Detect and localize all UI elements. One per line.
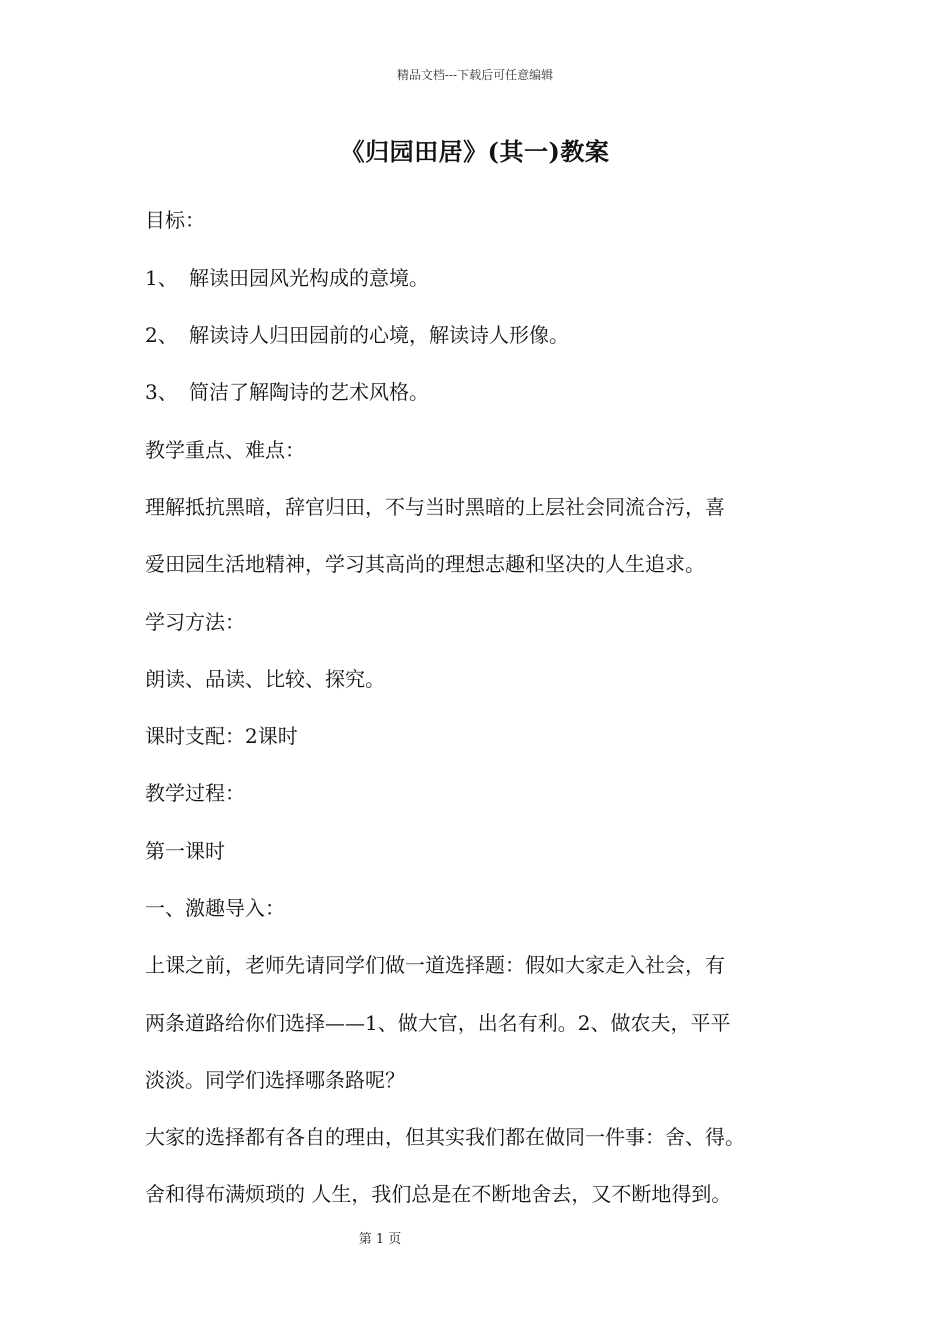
- goal-text: 解读田园风光构成的意境。: [189, 266, 429, 290]
- intro-paragraph-line: 两条道路给你们选择——1、做大官，出名有利。2、做农夫，平平: [145, 1011, 731, 1035]
- key-points-heading: 教学重点、难点：: [145, 438, 305, 462]
- page-header: 精品文档---下载后可任意编辑: [396, 68, 554, 82]
- page-number: 第 1 页: [358, 1232, 402, 1247]
- process-heading: 教学过程：: [145, 781, 245, 805]
- key-points-text: 理解抵抗黑暗，辞官归田，不与当时黑暗的上层社会同流合污，喜: [145, 495, 725, 519]
- goals-heading: 目标：: [145, 208, 205, 232]
- section-heading: 一、激趣导入：: [145, 896, 285, 920]
- goal-number: 3、: [145, 380, 178, 404]
- goal-number: 2、: [145, 323, 178, 347]
- methods-heading: 学习方法：: [145, 610, 245, 634]
- goal-text: 简洁了解陶诗的艺术风格。: [189, 380, 429, 404]
- body-paragraph-line: 舍和得布满烦琐的 人生，我们总是在不断地舍去，又不断地得到。: [145, 1182, 732, 1206]
- body-paragraph-line: 大家的选择都有各自的理由，但其实我们都在做同一件事：舍、得。: [145, 1125, 745, 1149]
- key-points-text: 爱田园生活地精神，学习其高尚的理想志趣和坚决的人生追求。: [145, 552, 705, 576]
- goal-item: [145, 264, 429, 292]
- schedule-text: 课时支配：2课时: [145, 724, 298, 748]
- goal-item: [145, 321, 569, 349]
- goal-item: [145, 378, 429, 406]
- intro-paragraph-line: 上课之前，老师先请同学们做一道选择题：假如大家走入社会，有: [145, 953, 725, 977]
- goal-text: 解读诗人归田园前的心境，解读诗人形像。: [189, 323, 569, 347]
- lesson-heading: 第一课时: [145, 839, 225, 863]
- methods-text: 朗读、品读、比较、探究。: [145, 667, 385, 691]
- intro-paragraph-line: 淡淡。同学们选择哪条路呢？: [145, 1068, 405, 1092]
- document-title: 《归园田居》(其一)教案: [340, 137, 610, 166]
- goal-number: 1、: [145, 266, 178, 290]
